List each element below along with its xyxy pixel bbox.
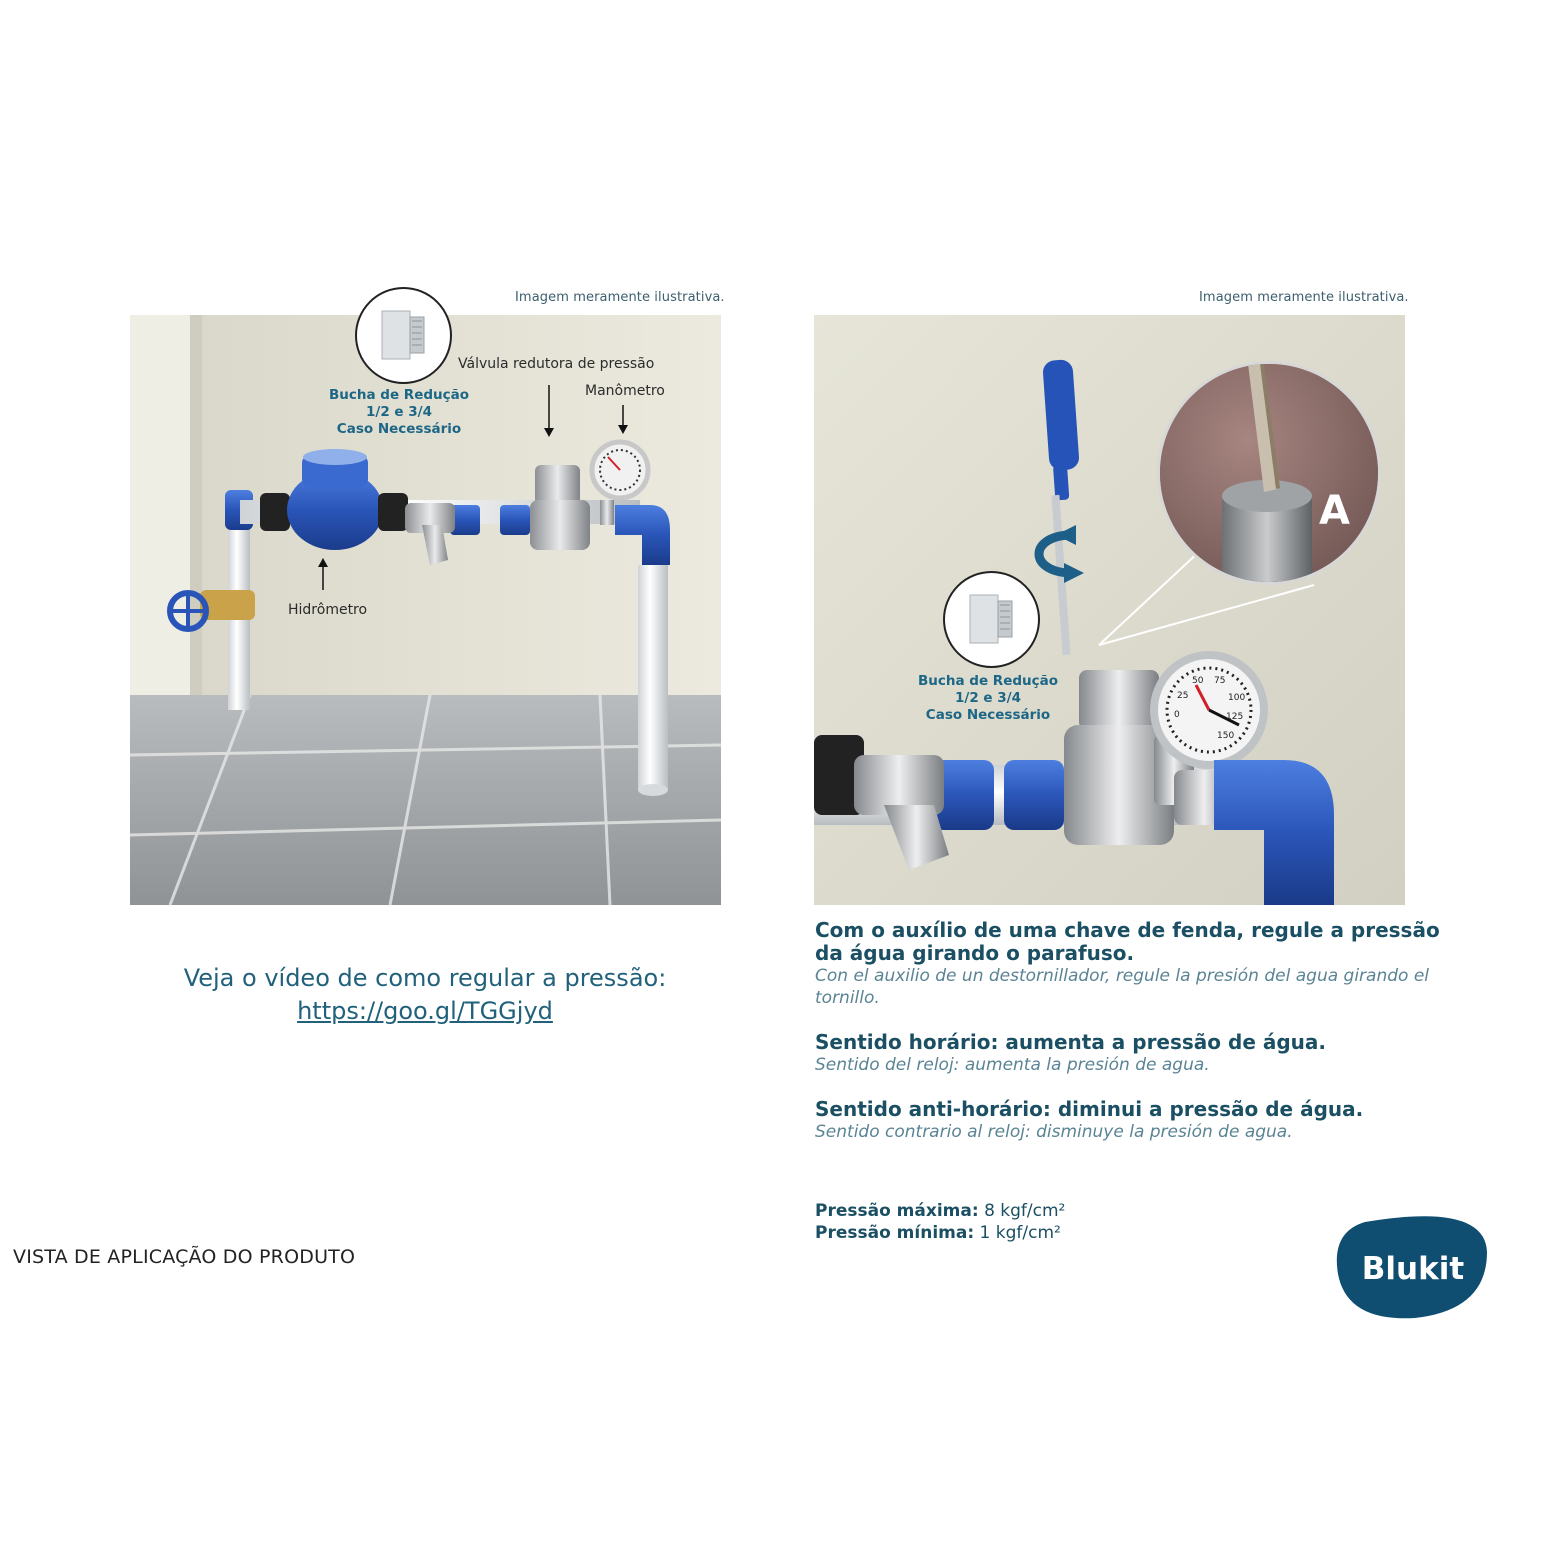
- instruction-2-pt: Sentido horário: aumenta a pressão de água.: [815, 1030, 1326, 1054]
- video-link[interactable]: https://goo.gl/TGGjyd: [297, 997, 553, 1025]
- gauge-tick-150: 150: [1217, 731, 1235, 741]
- instruction-1-pt: Com o auxílio de uma chave de fenda, regule a pressão da água girando o parafuso.: [815, 918, 1440, 965]
- gauge-tick-100: 100: [1228, 693, 1246, 703]
- instruction-3: [815, 1098, 1440, 1143]
- spec-max-label: Pressão máxima:: [815, 1201, 979, 1221]
- bushing-icon: [945, 573, 1038, 666]
- left-bushing-inset: [355, 287, 452, 384]
- brand-logo: [1335, 1212, 1490, 1320]
- gauge-tick-25: 25: [1177, 691, 1189, 701]
- instruction-2-es: Sentido del reloj: aumenta la presión de agua.: [815, 1055, 1210, 1075]
- brand-name: Blukit: [1361, 1251, 1465, 1287]
- left-bushing-label-1: Bucha de Redução: [328, 387, 470, 403]
- right-bushing-label-1: Bucha de Redução: [917, 673, 1059, 689]
- gauge-tick-75: 75: [1214, 676, 1226, 686]
- left-bushing-label-2: 1/2 e 3/4: [366, 404, 432, 420]
- screw-detail-illustration: [1160, 364, 1378, 582]
- spec-max: [815, 1200, 1065, 1222]
- left-bushing-label: [320, 387, 478, 438]
- spec-min-label: Pressão mínima:: [815, 1223, 975, 1243]
- instruction-3-pt: Sentido anti-horário: diminui a pressão de água.: [815, 1097, 1364, 1121]
- video-title: Veja o vídeo de como regular a pressão:: [183, 964, 667, 992]
- instruction-1-es: Con el auxilio de un destornillador, regule la presión del agua girando el tornillo.: [815, 966, 1430, 1008]
- left-disclaimer: Imagem meramente ilustrativa.: [515, 290, 725, 305]
- right-disclaimer: Imagem meramente ilustrativa.: [1199, 290, 1409, 305]
- brand-drop-icon: [1335, 1212, 1490, 1320]
- spec-max-value: 8 kgf/cm²: [984, 1201, 1066, 1221]
- left-bushing-label-3: Caso Necessário: [336, 421, 462, 437]
- valve-label: Válvula redutora de pressão: [458, 356, 655, 372]
- instruction-2: [815, 1031, 1440, 1076]
- detail-letter: A: [1319, 488, 1350, 534]
- meter-label: Hidrômetro: [288, 602, 368, 618]
- gauge-label: Manômetro: [585, 383, 665, 399]
- bushing-icon: [357, 289, 450, 382]
- pressure-specs: [815, 1200, 1065, 1244]
- right-bushing-label: [909, 673, 1067, 724]
- right-bushing-inset: [943, 571, 1040, 668]
- instruction-3-es: Sentido contrario al reloj: disminuye la presión de agua.: [815, 1122, 1293, 1142]
- instructions: [815, 919, 1440, 1143]
- instruction-1: [815, 919, 1440, 1009]
- gauge-tick-0: 0: [1174, 710, 1180, 720]
- right-bushing-label-2: 1/2 e 3/4: [955, 690, 1021, 706]
- footer-caption: VISTA DE APLICAÇÃO DO PRODUTO: [13, 1246, 356, 1268]
- detail-inset-a: [1157, 361, 1381, 585]
- gauge-tick-125: 125: [1226, 712, 1244, 722]
- right-bushing-label-3: Caso Necessário: [925, 707, 1051, 723]
- gauge-tick-50: 50: [1192, 676, 1204, 686]
- spec-min: [815, 1222, 1065, 1244]
- spec-min-value: 1 kgf/cm²: [979, 1223, 1061, 1243]
